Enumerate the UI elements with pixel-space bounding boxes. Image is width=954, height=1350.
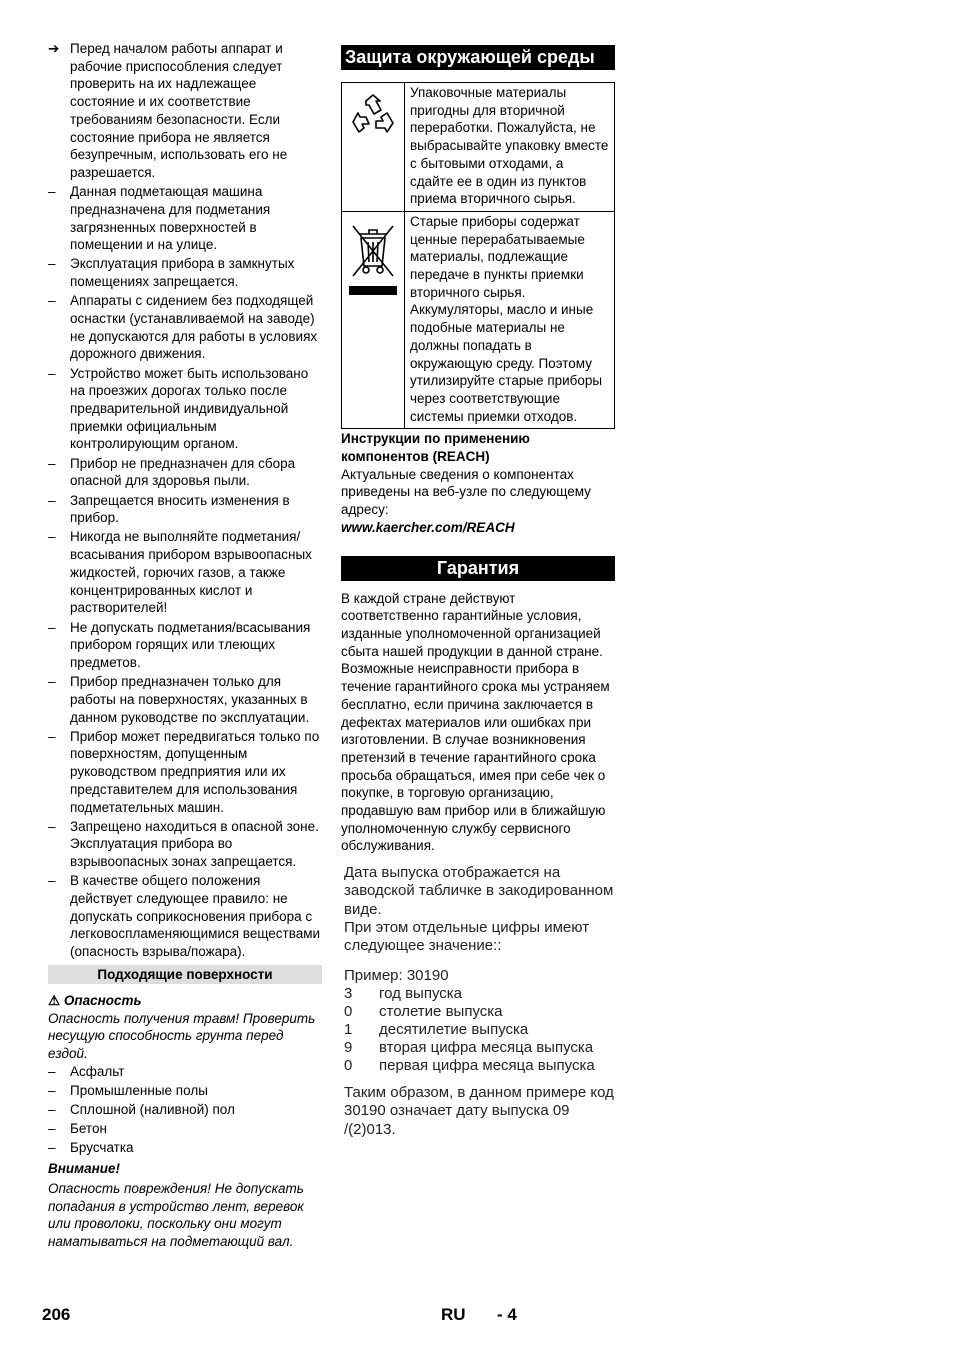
sub-page-number: - 4	[497, 1305, 517, 1324]
example-label: Пример: 30190	[344, 966, 449, 984]
list-item: – Бетон	[48, 1121, 107, 1137]
list-item: – Прибор предназначен только для работы на поверхностях, указанных в данном руководстве по эксплуатации.	[48, 674, 310, 725]
list-item: – Запрещено находиться в опасной зоне. Эксплуатация прибора во взрывоопасных зонах запрещается.	[48, 818, 319, 870]
list-item: – Аппараты с сидением без подходящей оснастки (устанавливаемой на заводе) не допускаются для работы в условиях дорожного движения.	[48, 293, 318, 362]
list-item: ➔ Перед началом работы аппарат и рабочие приспособления следует проверить на их надлежащее состояние и их соответствие требованиям безопасности. Если состояние прибора не является безупречным, использовать его не разрешается.	[48, 41, 288, 180]
safety-bullet-list	[48, 40, 322, 961]
right-column	[341, 45, 615, 1139]
date-conclusion: Таким образом, в данном примере код 30190 означает дату выпуска 09 /(2)013.	[344, 1083, 614, 1138]
danger-label: Опасность	[63, 992, 142, 1008]
environment-table	[341, 82, 615, 429]
list-item: – Брусчатка	[48, 1140, 134, 1156]
reach-text: Актуальные сведения о компонентах приведены на веб-узле по следующему адресу:	[341, 466, 591, 518]
list-item: 1 десятилетие выпуска	[344, 1020, 529, 1038]
warranty-heading: Гарантия	[341, 556, 615, 581]
language-code: RU	[441, 1305, 466, 1324]
list-item: – Никогда не выполняйте подметания/всасывания прибором взрывоопасных жидкостей, горючих газов, а также концентрированных кислот и растворителей!	[48, 529, 312, 616]
warranty-text: В каждой стране действуют соответственно гарантийные условия, изданные уполномоченной организацией сбыта нашей продукции в данной стране. Возможные неисправности прибора в течение гарантийного срока мы устраняем бесплатно, если причина заключается в дефектах материалов или ошибках при изготовлении. В случае возникновения претензий в течение гарантийного срока просьба обращаться, имея при себе чек о покупке, в торговую организацию, продавшую вам прибор или в ближайшую уполномоченную службу сервисного обслуживания.	[341, 590, 610, 854]
attention-text: Опасность повреждения! Не допускать попадания в устройство лент, веревок или проволоки, поскольку они могут наматываться на подметающий вал.	[48, 1180, 304, 1249]
list-item: – Эксплуатация прибора в замкнутых помещениях запрещается.	[48, 256, 295, 290]
list-item: – Промышленные полы	[48, 1082, 208, 1098]
date-intro: Дата выпуска отображается на заводской табличке в закодированном виде.	[344, 864, 614, 918]
list-item: – Данная подметающая машина предназначена для подметания загрязненных поверхностей в помещении и на улице.	[48, 184, 271, 253]
environment-heading: Защита окружающей среды	[341, 45, 615, 70]
surfaces-list	[48, 1063, 322, 1158]
date-digits-intro: При этом отдельные цифры имеют следующее значение::	[344, 919, 590, 955]
left-column	[48, 40, 322, 1251]
list-item: 9 вторая цифра месяца выпуска	[344, 1038, 594, 1056]
list-item: 3 год выпуска	[344, 984, 463, 1002]
list-item: 0 столетие выпуска	[344, 1002, 503, 1020]
danger-label-row	[48, 992, 322, 1010]
crossed-bin-icon	[342, 211, 405, 428]
warning-triangle-icon: ⚠	[48, 992, 61, 1008]
list-item: – Устройство может быть использовано на проезжих дорогах только после предварительной индивидуальной приемки официальным контролирующим органом.	[48, 365, 309, 452]
list-item: – Прибор может передвигаться только по поверхностям, допущенным руководством предприятия или их представителем для использования подметательных машин.	[48, 728, 320, 815]
page-number: 206	[42, 1305, 71, 1324]
danger-text: Опасность получения травм! Проверить несущую способность грунта перед ездой.	[48, 1010, 316, 1061]
list-item: 0 первая цифра месяца выпуска	[344, 1056, 595, 1074]
table-row	[342, 83, 615, 212]
list-item: – Запрещается вносить изменения в прибор.	[48, 492, 290, 526]
reach-title: Инструкции по применению компонентов (REACH)	[341, 431, 530, 465]
recycling-text: Упаковочные материалы пригодны для вторичной переработки. Пожалуйста, не выбрасывайте упаковку вместе с бытовыми отходами, а сдайте ее в один из пунктов приема вторичного сырья.	[405, 83, 615, 212]
date-code-list	[341, 985, 615, 1075]
recycle-icon	[342, 83, 405, 212]
reach-link[interactable]: www.kaercher.com/REACH	[341, 519, 515, 535]
list-item: – Прибор не предназначен для сбора опасной для здоровья пыли.	[48, 455, 296, 489]
disposal-text: Старые приборы содержат ценные перерабатываемые материалы, подлежащие передаче в пункты приемки вторичного сырья. Аккумуляторы, масло и иные подобные материалы не должны попадать в окружающую среду. Поэтому утилизируйте старые приборы через соответствующие системы приемки отходов.	[405, 211, 615, 428]
table-row	[342, 211, 615, 428]
attention-label: Внимание!	[48, 1161, 121, 1177]
list-item: – Сплошной (наливной) пол	[48, 1102, 235, 1118]
list-item: – В качестве общего положения действует следующее правило: не допускать соприкосновения прибора с легковоспламеняющимися веществами (опасность взрыва/пожара).	[48, 873, 321, 960]
surfaces-heading: Подходящие поверхности	[48, 965, 322, 984]
list-item: – Асфальт	[48, 1063, 125, 1079]
list-item: – Не допускать подметания/всасывания прибором горящих или тлеющих предметов.	[48, 619, 311, 670]
